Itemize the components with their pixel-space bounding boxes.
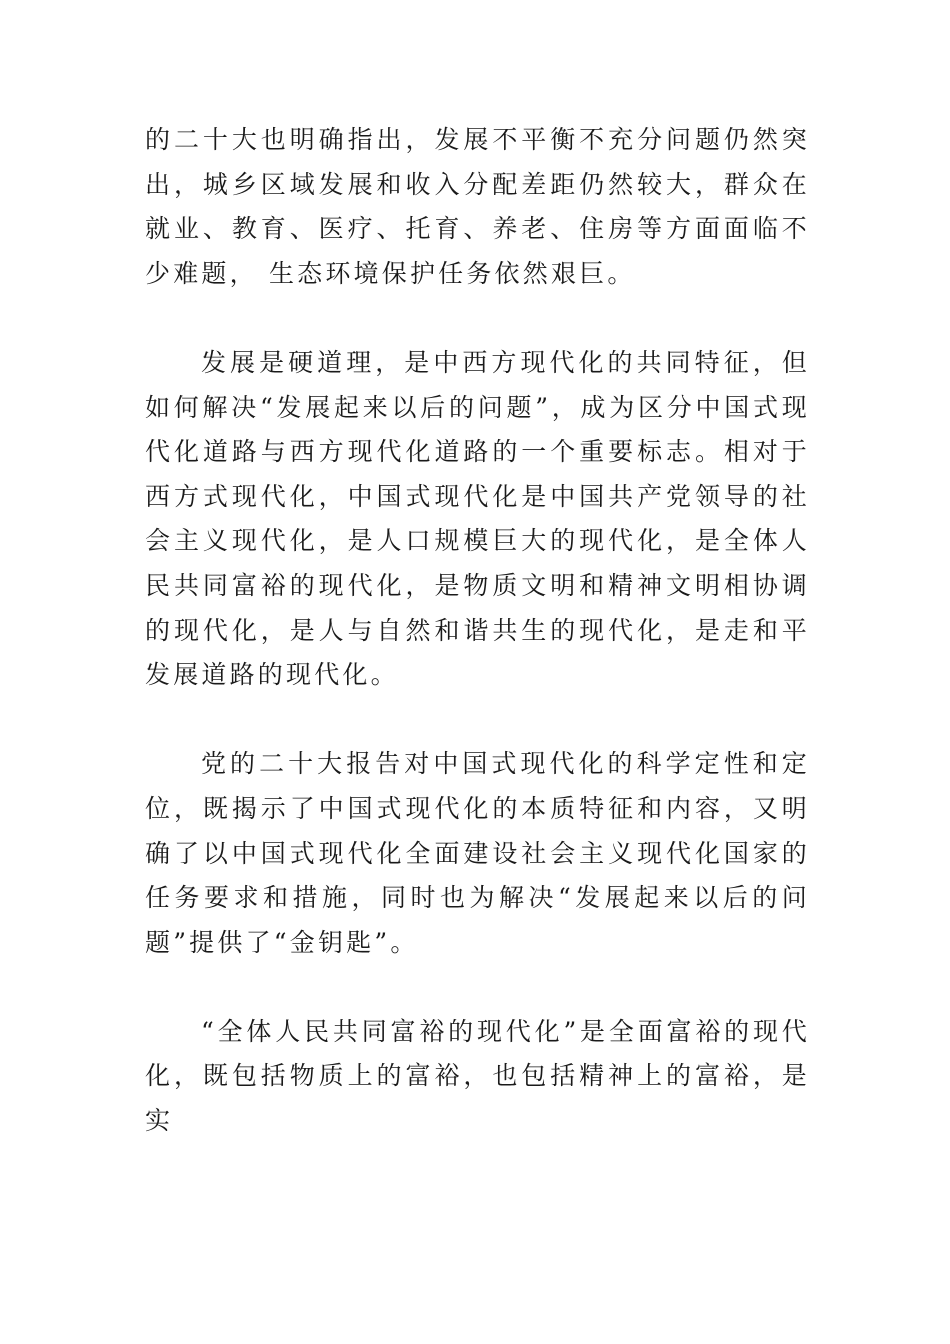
paragraph-report: 党的二十大报告对中国式现代化的科学定性和定位，既揭示了中国式现代化的本质特征和内容，又明确了以中国式现代化全面建设社会主义现代化国家的任务要求和措施，同时也为解决“发展起来以后的问题”提供了“金钥匙”。 (145, 749, 810, 957)
paragraph-continuation: 的二十大也明确指出，发展不平衡不充分问题仍然突出，城乡区域发展和收入分配差距仍然较大，群众在就业、教育、医疗、托育、养老、住房等方面面临不少难题， 生态环境保护任务依然艰巨。 (145, 125, 810, 288)
paragraph-development: 发展是硬道理，是中西方现代化的共同特征，但如何解决“发展起来以后的问题”，成为区分中国式现代化道路与西方现代化道路的一个重要标志。相对于西方式现代化，中国式现代化是中国共产党领导的社会主义现代化，是人口规模巨大的现代化，是全体人民共同富裕的现代化，是物质文明和精神文明相协调的现代化，是人与自然和谐共生的现代化，是走和平发展道路的现代化。 (145, 347, 810, 690)
document-body (145, 118, 810, 1188)
paragraph-common-prosperity: “全体人民共同富裕的现代化”是全面富裕的现代化，既包括物质上的富裕，也包括精神上的富裕，是实 (145, 1016, 810, 1136)
